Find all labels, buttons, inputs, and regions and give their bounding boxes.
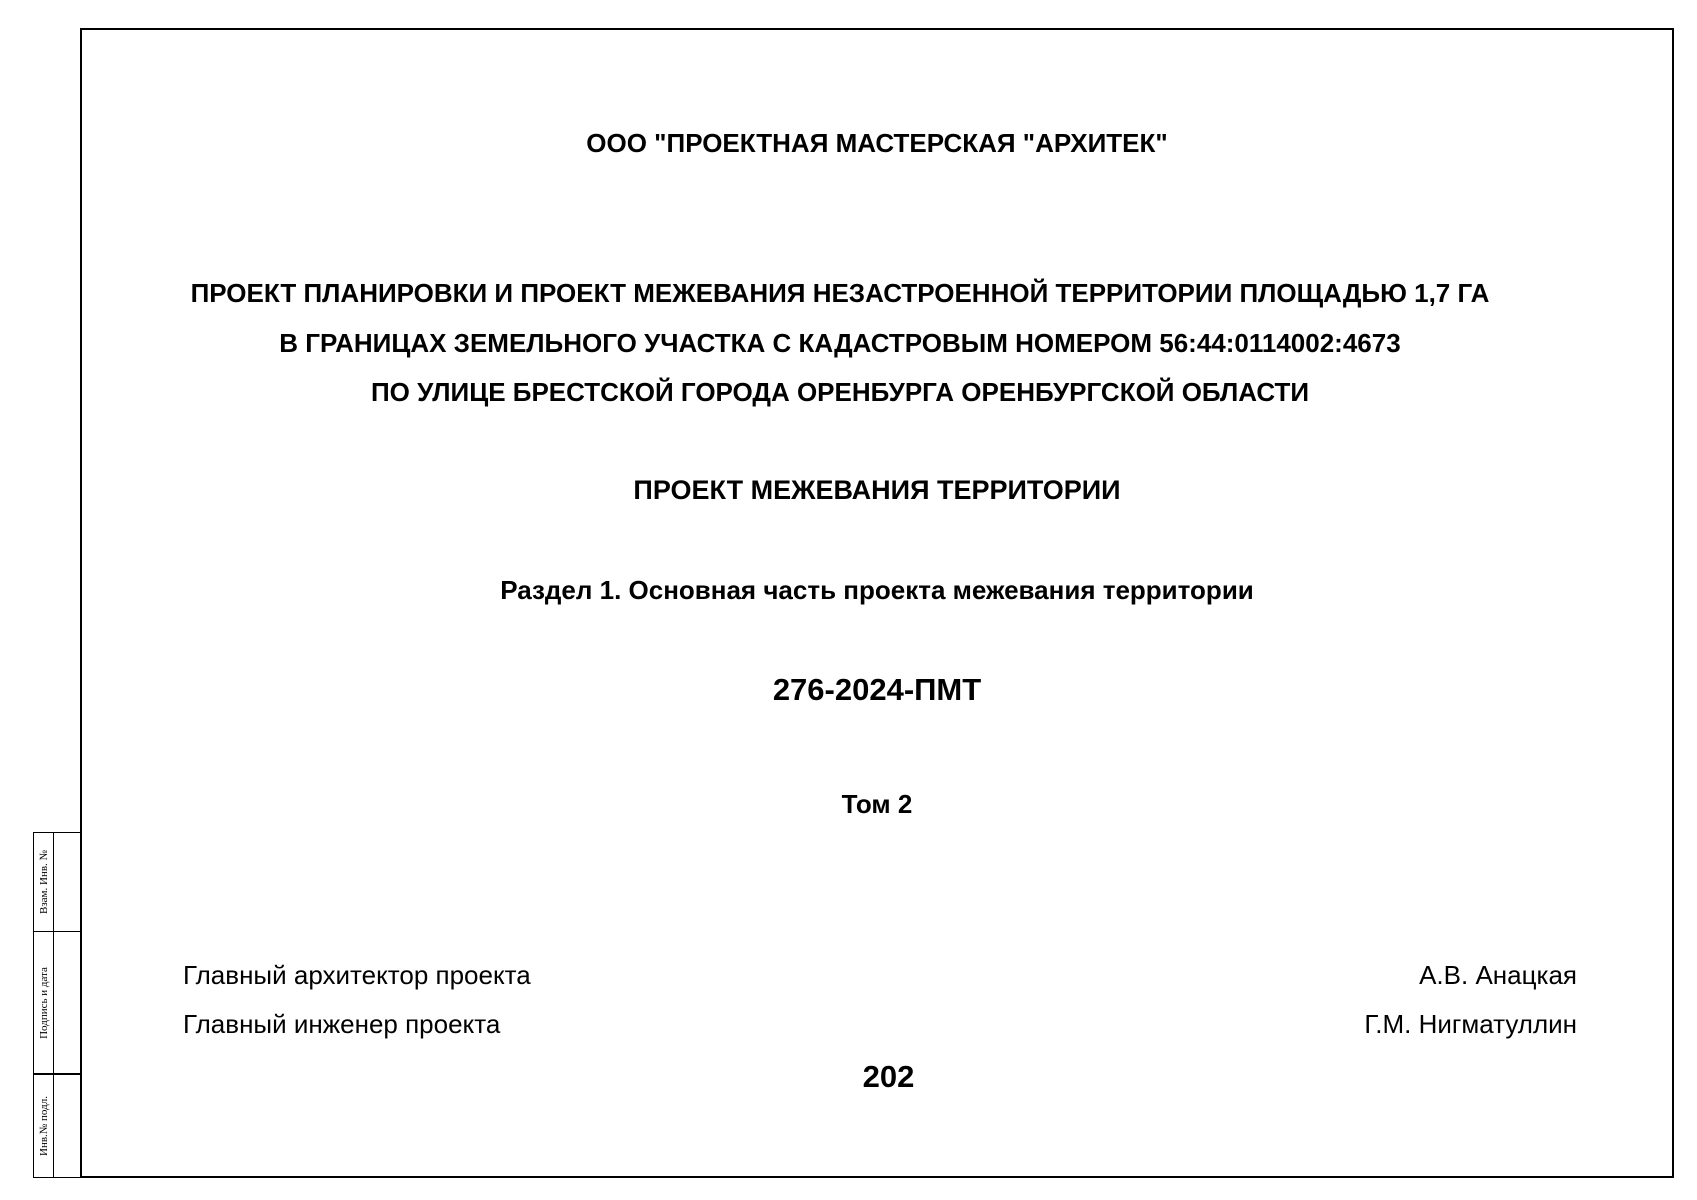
project-title-line-2: В ГРАНИЦАХ ЗЕМЕЛЬНОГО УЧАСТКА С КАДАСТРОВЫМ НОМЕРОМ 56:44:0114002:4673: [279, 328, 1401, 358]
stamp-signature-date: [33, 932, 80, 1074]
stamp-label-signature-date: Подпись и дата: [37, 966, 50, 1039]
volume-label: Том 2: [841, 789, 913, 819]
page-number: 202: [862, 1059, 915, 1094]
project-title-line-3: ПО УЛИЦЕ БРЕСТСКОЙ ГОРОДА ОРЕНБУРГА ОРЕНБУРГСКОЙ ОБЛАСТИ: [370, 377, 1310, 407]
stamp-replacement-inventory: [33, 832, 80, 932]
stamp-label-replacement-inventory: Взам. Инв. №: [37, 849, 50, 915]
signature-name-architect: А.В. Анацкая: [1419, 960, 1577, 990]
stamp-original-inventory: [33, 1074, 80, 1178]
stamp-label-original-inventory: Инв.№ подл.: [37, 1096, 50, 1156]
signature-role-engineer: Главный инженер проекта: [183, 1009, 501, 1039]
project-title-line-1: ПРОЕКТ ПЛАНИРОВКИ И ПРОЕКТ МЕЖЕВАНИЯ НЕЗАСТРОЕННОЙ ТЕРРИТОРИИ ПЛОЩАДЬЮ 1,7 ГА: [190, 278, 1490, 308]
project-type-heading: ПРОЕКТ МЕЖЕВАНИЯ ТЕРРИТОРИИ: [633, 475, 1121, 505]
signature-role-architect: Главный архитектор проекта: [183, 960, 531, 990]
signature-name-engineer: Г.М. Нигматуллин: [1364, 1009, 1577, 1039]
organization-name: ООО "ПРОЕКТНАЯ МАСТЕРСКАЯ "АРХИТЕК": [586, 128, 1168, 158]
document-code: 276-2024-ПМТ: [772, 672, 982, 707]
section-title: Раздел 1. Основная часть проекта межевания территории: [500, 575, 1254, 605]
